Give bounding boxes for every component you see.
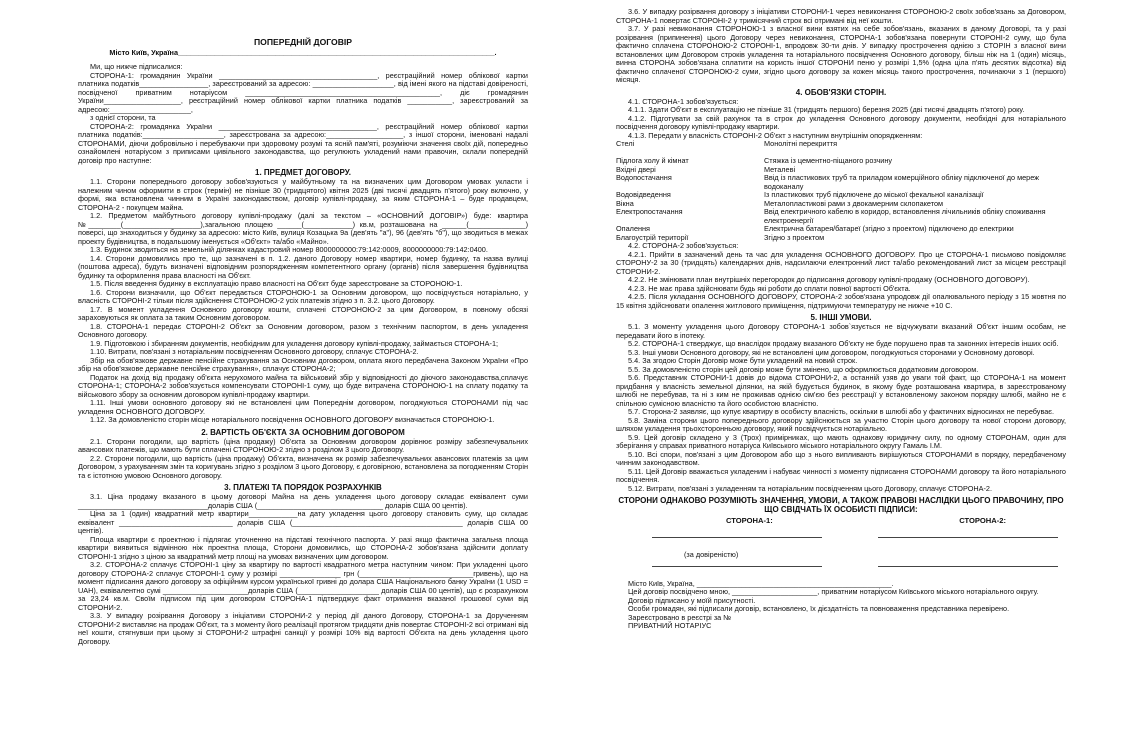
paragraph: 2.2. Сторони погодили, що вартість (ціна продажу) Об'єкта, визначена як розмір забезпечувальних авансових платежів за цим Договором, з урахуванням змін та коригувань згідно з розділом 3 цього Договору, є договірною, встановлена за погодженням Сторін та є істотною умовою Основного договору.: [78, 453, 528, 480]
left-column: [78, 8, 528, 646]
paragraph: 3.1. Ціна продажу вказаного в цьому договорі Майна на день укладення цього договору складає еквівалент суми ________________________________доларів США (_______________________________ доларів США 00 центів).: [78, 492, 528, 510]
right-paragraphs-mid: [616, 242, 1066, 514]
paragraph: 5.6. Представник СТОРОНИ-1 довів до відома СТОРОНИ-2, а останній узяв до уваги той факт, що СТОРОНА-1 на момент придбання у власність земельної ділянки, на якій будується будинок, в якому буде розташована квартира, в зареєстрованому шлюбі не перебував, та ні з ким не проживав однією сім'єю без реєстрації у встановленому законом порядку шлюбі, майно не є спільною сумісною власністю та його особистою власністю.: [616, 373, 1066, 408]
finishing-description: Стяжка із цементно-піщаного розчину: [764, 156, 892, 165]
paragraph: 1.9. Підготовкою і збиранням документів, необхідним для укладення договору купівлі-продажу, займається СТОРОНА-1;: [90, 338, 499, 348]
paragraph: 2.1. Сторони погодили, що вартість (ціна продажу) Об'єкта за Основним договором дорівнює розміру забезпечувальних авансових платежів, що мають бути сплачені СТОРОНОЮ-2 згідно з розділом 3 цього Договору.: [78, 436, 528, 454]
paragraph: 4.1.2. Підготувати за свій рахунок та в строк до укладення Основного договору документи, необхідні для нотаріального посвідчення договору купівлі-продажу квартири.: [616, 113, 1066, 131]
paragraph: 4.2.1. Прийти в зазначений день та час для укладення ОСНОВНОГО ДОГОВОРУ. Про це СТОРОНА-1 письмово повідомляє СТОРОНУ-2 за 30 (тридцять) календарних днів, надсилаючи електронний лист та/або рекомендований лист за місцем реєстрації СТОРОНИ-2.: [616, 249, 1066, 276]
finishing-description: Монолітні перекриття: [764, 139, 838, 148]
paragraph: 1.7. В момент укладення Основного договору кошти, сплачені СТОРОНОЮ-2 за цим Договором, в повному обсязі зараховуються як оплата за таким Основним договором.: [78, 304, 528, 322]
finishing-item: Благоустрій території: [616, 232, 689, 242]
finishing-description: Ввід із пластикових труб та приладом комерційного обліку підключеної до мереж водоканалу: [764, 173, 1040, 191]
paragraph: 1.11. Інші умови основного договору які не встановлені цим Попереднім договором, погоджуються СТОРОНАМИ під час укладення ОСНОВНОГО ДОГОВОРУ.: [78, 398, 528, 416]
finishing-table: [616, 140, 1066, 242]
finishing-item: Підлога холу й кімнат: [616, 156, 689, 165]
paragraph: 4.2.3. Не має права здійснювати будь які роботи до сплати повної вартості Об'єкта.: [628, 283, 911, 293]
paragraph: 4.1.1. Здати Об'єкт в експлуатацію не пізніше 31 (тридцять першого) березня 2025 (дві тисячі двадцять п'ятого) року.: [628, 105, 1025, 114]
paragraph: 1.3. Будинок зводиться на земельній ділянках кадастровий номер 8000000000:79:142:0009, 8000000000:79:142:0400.: [90, 245, 488, 254]
finishing-item: Електропостачання: [616, 207, 683, 216]
party2-signature-label: СТОРОНА-2:: [959, 516, 1006, 525]
section-heading: 2. ВАРТІСТЬ ОБ'ЄКТА ЗА ОСНОВНИМ ДОГОВОРОМ: [201, 427, 405, 437]
paragraph: 5.11. Цей Договір вважається укладеним і набуває чинності з моменту підписання СТОРОНАМИ договору та його нотаріального посвідчення.: [616, 466, 1066, 484]
paragraph: Особи громадян, які підписали договір, встановлено, їх дієздатність та повноваження представника перевірено.: [628, 604, 1010, 613]
paragraph: 1.10. Витрати, пов'язані з нотаріальним посвідченням Основного договору, сплачує СТОРОНА-2.: [90, 347, 419, 356]
finishing-description: Металопластикові рами з двокамерним склопакетом: [764, 198, 944, 208]
document-title: ПОПЕРЕДНІЙ ДОГОВІР: [253, 37, 353, 47]
party2-signature-line: [878, 537, 1058, 538]
paragraph: 1.4. Сторони домовились про те, що зазначені в п. 1.2. даного Договору номер квартири, номер будинку, та назва вулиці (поштова адреса), будуть визначені відповідним розпорядженням компетентного органу (органів) після завершення будівництва будинку та оформлення права власності на Об'єкт.: [78, 253, 528, 280]
paragraph: 4.1. СТОРОНА-1 зобов'язується:: [628, 96, 739, 106]
paragraph: з однієї сторони, та: [90, 113, 156, 122]
paragraph: 4.2. СТОРОНА-2 зобов'язується:: [628, 241, 739, 250]
finishing-description: Електрична батарея/батареї (згідно з проектом) підключено до електрики: [764, 224, 1014, 233]
paragraph: 5.10. Всі спори, пов'язані з цим Договором або що з нього випливають вирішуються СТОРОНАМИ в порядку, передбаченому чинним законодавством.: [616, 449, 1066, 467]
paragraph: 5.8. Заміна сторони цього попереднього договору здійснюється за участю Сторін цього договору та нової сторони договору, шляхом укладення трьохсторонньою договору, який посвідчується нотаріально.: [616, 415, 1066, 433]
finishing-row: [616, 140, 1066, 149]
right-paragraphs-top: [616, 8, 1066, 140]
proxy-note: (за довіреністю): [684, 550, 739, 559]
paragraph: 1.5. Після введення будинку в експлуатацію право власності на Об'єкт буде зареєстроване за СТОРОНОЮ-1.: [90, 279, 463, 288]
paragraph: Місто Київ, Україна, ________________________________________________.: [628, 578, 894, 588]
signature-lines: [616, 531, 1066, 551]
section-heading: 5. ІНШІ УМОВИ.: [810, 313, 872, 322]
notary-section: [616, 580, 1066, 631]
section-heading: 4. ОБОВ'ЯЗКИ СТОРІН.: [795, 87, 887, 97]
paragraph: 5.3. Інші умови Основного договору, які не встановлені цим договором, погоджуються сторонами у Основному договорі.: [628, 347, 1035, 357]
finishing-item: Водопостачання: [616, 173, 672, 182]
right-column: [616, 8, 1066, 631]
paragraph: 5.4. За згодою Сторін Договір може бути укладений на новий строк.: [628, 356, 858, 365]
paragraph: Податок на дохід від продажу об'єкта нерухомого майна та військовий збір у відповідності до діючого законодавства,сплачує СТОРОНА-1; СТОРОНА-2 зобов'язується компенсувати СТОРОНІ-1 суму, що буде витрачена СТОРОНОЮ-1 на сплату податку та військового збору за основним договором купівлі-продажу квартири.: [78, 372, 528, 399]
finishing-row: [616, 157, 1066, 166]
finishing-item: Вікна: [616, 198, 634, 208]
paragraph: 5.5. За домовленістю сторін цей договір може бути змінено, що оформлюється додатковим договором.: [628, 364, 979, 374]
section-heading: 1. ПРЕДМЕТ ДОГОВОРУ.: [255, 168, 351, 177]
finishing-row: [616, 208, 1066, 225]
section-heading: 3. ПЛАТЕЖІ ТА ПОРЯДОК РОЗРАХУНКІВ: [224, 483, 382, 492]
finishing-description: Ввід електричного кабелю в коридор, встановлення лічильників обліку споживання електроенергії: [764, 207, 1046, 225]
paragraph: 5.2. СТОРОНА-1 стверджує, що внаслідок продажу вказаного Об'єкту не буде порушено прав та законних інтересів інших осіб.: [628, 339, 1059, 348]
finishing-item: Водовідведення: [616, 190, 671, 199]
paragraph: 1.1. Сторони попереднього договору зобов'язуються у майбутньому та на визначених цим Договором умовах укласти і належним чином оформити в строк (термін) не пізніше 30 (тридцятого) квітня 2025 (дві тисячі двадцять п'ятого) року включно, у формі, яка встановлена чинним в Україні законодавством, договір купівлі-продажу, за яким СТОРОНА-1 – буде продавцем, СТОРОНА-2 - покупцем майна.: [78, 177, 528, 212]
paragraph: 4.2.2. Не змінювати план внутрішніх перегородок до підписання договору купівлі-продажу (ОСНОВНОГО ДОГОВОРУ).: [628, 275, 1030, 284]
paragraph: Цей договір посвідчено мною, _____________________, приватним нотаріусом Київського міського нотаріального округу.: [628, 587, 1039, 596]
paragraph: 5.12. Витрати, пов'язані з укладенням та нотаріальним посвідченням цього Договору, сплачує СТОРОНА-2.: [628, 483, 993, 493]
paragraph: Договір підписано у моїй присутності.: [628, 595, 756, 605]
paragraph: 1.12. За домовленістю сторін місце нотаріального посвідчення ОСНОВНОГО ДОГОВОРУ визначається СТОРОНОЮ-1.: [90, 415, 495, 424]
finishing-item: Опалення: [616, 224, 651, 233]
paragraph: Зареєстровано в реєстрі за №: [628, 612, 732, 622]
paragraph: 1.2. Предметом майбутнього договору купівлі-продажу (далі за текстом – «ОСНОВНИЙ ДОГОВІР») буде: квартира №________(___________________),загальною площею ______(____________) кв.м, розташована на ______(______________) поверсі, що знаходиться у будинку за адресою: місто Київ, вулиця Козацька 9а (дев'ять "а"), 96 (дев'ять "б"), що зводиться в межах проекту будівництва, в подальшому іменується «Об'єкт» та/або «Майно».: [78, 211, 528, 246]
finishing-row: [616, 174, 1066, 191]
place-line: Місто Київ, Україна______________________________________________________________________________.: [109, 47, 497, 57]
paragraph: 4.1.3. Передати у власність СТОРОНІ-2 Об'єкт з наступним внутрішнім опорядженням:: [628, 130, 923, 140]
finishing-description: Згідно з проектом: [764, 232, 825, 242]
paragraph: 3.2. СТОРОНА-2 сплачує СТОРОНІ-1 ціну за квартиру по вартості квадратного метра наступним чином: При укладенні цього договору СТОРОНА-2 сплачує СТОРОНІ-1 суму у розмірі _______________ грн (____________________________гривень), що на момент підписання даного договору за офіційним курсом української гривні до долара США Національного банку України (1 USD = UAH), еквівалентно сумі _____________________доларів США (____________________ доларів США 00 центів), що є розрахунком за 23,24 кв.м. Своїм підписом під цим договором СТОРОНА-1 підтверджує факт отримання вказаної грошової суми від СТОРОНИ-2.: [78, 560, 528, 612]
paragraph: 5.9. Цей договір складено у 3 (Трох) примірниках, що мають однакову юридичну силу, по одному СТОРОНАМ, один для зберігання у справах приватного нотаріуса Київського міського нотаріального округу Гамаль І.М.: [616, 432, 1066, 450]
paragraph: Збір на обов'язкове державне пенсійне страхування за Основним договором, оплата якого передбачена Законом України «Про збір на обов'язкове державне пенсійне страхування», сплачує СТОРОНА-2;: [78, 355, 528, 373]
paragraph: СТОРОНА-2: громадянка України _______________________________________, реєстраційний номер облікової картки платника податків:____________________, зареєстрована за адресою:___________________, з іншої сторони, іменовані надалі СТОРОНАМИ, діючи добровільно і перебуваючи при здоровому розумі та ясній пам'яті, розуміючи значення своїх дій, попередньо ознайомлені нотаріусом з приписами цивільного законодавства, що регулюють укладений нами правочин, склали попередній договір про наступне:: [78, 121, 528, 165]
finishing-description: Металеві: [764, 164, 796, 174]
party1-signature-line: [652, 537, 822, 538]
left-paragraphs: [78, 63, 528, 646]
paragraph: Площа квартири є проектною і підлягає уточненню на підставі технічного паспорта. У разі якщо фактична загальна площа квартири виявиться відмінною ніж проектна площа, Сторони домовились, що СТОРОНА-2 зобов'язана здійснити доплату СТОРОНІ-1 згідно з ціною за квадратний метр площі на умовах визначених цим договором.: [78, 534, 528, 561]
paragraph: СТОРОНА-1: громадянин України _______________________________________, реєстраційний номер облікової картки платника податків_________________, зареєстрований за адресою: ____________________, від імені якого на підставі довіреності, посвідченої приватним нотаріусом ________________________________________________, діє громадянин України___________________, реєстраційний номер облікової картки платника податків ___________, зареєстрований за адресою:____________________,: [78, 70, 528, 114]
finishing-description: Із пластикових труб підключене до міської фекальної каналізації: [764, 190, 984, 199]
paragraph: 1.6. Сторони визначили, що Об'єкт передається СТОРОНОЮ-1 за Основним договором, що посвідчується нотаріально, у власність СТОРОНІ-2 тільки після здійснення СТОРОНОЮ-2 усіх платежів згідно з п. 3.2. цього Договору.: [78, 287, 528, 305]
finishing-item: Вхідні двері: [616, 164, 656, 174]
proxy-signature-line: [652, 566, 822, 567]
paragraph: Ціна за 1 (один) квадратний метр квартири____________на дату укладення цього договору становить суму, що складає еквівалент ____________________________ доларів США (__________________________________________ доларів США 00 центів).: [78, 509, 528, 535]
section-heading: СТОРОНИ ОДНАКОВО РОЗУМІЮТЬ ЗНАЧЕННЯ, УМОВИ, А ТАКОЖ ПРАВОВІ НАСЛІДКИ ЦЬОГО ПРАВОЧИНУ, ПРО ЩО СВІДЧАТЬ ЇХ ОСОБИСТІ ПІДПИСИ:: [618, 496, 1064, 514]
paragraph: 3.6. У випадку розірвання договору з ініціативи СТОРОНИ-1 через невиконання СТОРОНОЮ-2 своїх зобов'язань за Договором, СТОРОНА-1 повертає СТОРОНІ-2 у тримісячний строк всі отримані від неї кошти.: [616, 7, 1066, 25]
signature-headings: [616, 516, 1066, 525]
finishing-item: Стелі: [616, 139, 635, 148]
party1-signature-label: СТОРОНА-1:: [726, 516, 773, 525]
paragraph: 4.2.5. Після укладання ОСНОВНОГО ДОГОВОРУ, СТОРОНА-2 зобов'язана упродовж дії опалювального періоду з 15 жовтня по 15 квітня здійснювати опалення житлового приміщення, підтримуючи температуру не нижче +10 С.: [616, 292, 1066, 310]
extra-signature-line: [878, 566, 1058, 567]
paragraph: 3.7. У разі невиконання СТОРОНОЮ-1 з власної вини взятих на себе зобов'язань, вказаних в даному Договорі, та у разі розірвання (припинення) цього Договору через невиконання, СТОРОНА-1 зобов'язана повернути СТОРОНІ-2 суму, що була фактично сплачена СТОРОНОЮ-2 СТОРОНІ-1, впродовж 30-ти днів. У випадку прострочення однією з СТОРІН з власної вини встановлених цим Договором строків укладення та нотаріального посвідчення Основного договору, більш ніж на 1 (один) місяць, винна СТОРОНА зобов'язана сплатити на користь іншої СТОРОНИ пеню у розмірі 1,5% (одна ціла п'ять десятих відсотка) від фактично сплаченої СТОРОНОЮ-2 суми, згідно цього договору за кожен місяць такого прострочення, починаючи з 1 (першого) місяця.: [616, 24, 1066, 84]
paragraph: 1.8. СТОРОНА-1 передає СТОРОНІ-2 Об'єкт за Основним договором, разом з технічним паспортом, в день укладення Основного договору.: [78, 321, 528, 339]
paragraph: 5.1. З моменту укладення цього Договору СТОРОНА-1 зобов`язується не відчужувати вказаний Об'єкт іншим особам, не передавати його в іпотеку.: [616, 322, 1066, 340]
proxy-signature-lines: [616, 560, 1066, 580]
paragraph: Ми, що нижче підписалися:: [90, 62, 183, 71]
paragraph: 3.3. У випадку розірвання Договору з ініціативи СТОРОНИ-2 у період дії даного Договору, СТОРОНА-1 за Дорученням СТОРОНИ-2 виставляє на продаж Об'єкт, та з моменту його реалізації протягом тридцяти днів повертає СТОРОНІ-2 всі отримані від неї кошти, стягнувши при цьому зі СТОРОНИ-2 штрафні санкції у розмірі 10% від вартості Об'єкта на день укладення цього Договору.: [78, 611, 528, 646]
paragraph: ПРИВАТНИЙ НОТАРІУС: [628, 621, 712, 630]
paragraph: 5.7. Сторона-2 заявляє, що купує квартиру в особисту власність, оскільки в шлюбі або у фактичних відносинах не перебуває.: [628, 407, 1055, 416]
